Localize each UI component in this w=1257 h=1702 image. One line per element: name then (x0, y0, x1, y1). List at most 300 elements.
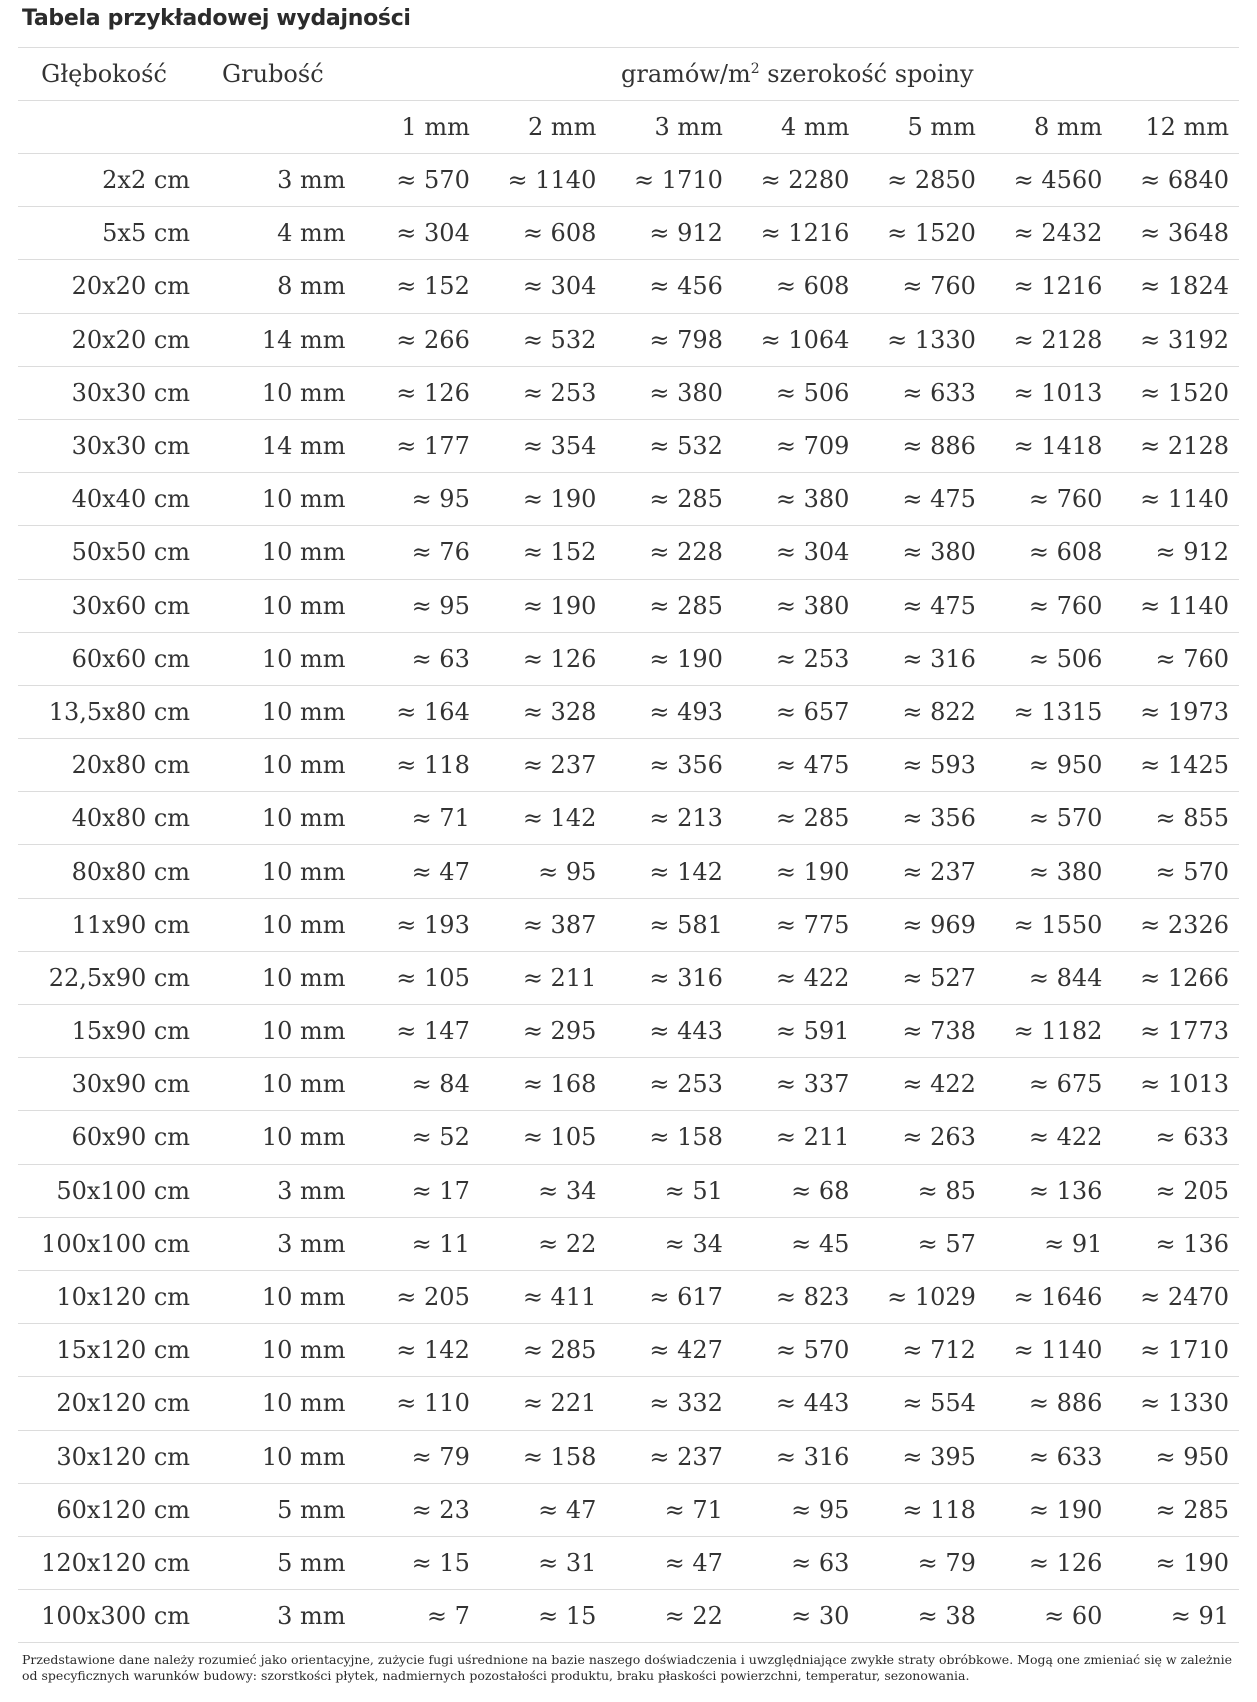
cell-depth: 30x60 cm (18, 579, 200, 632)
table-row (18, 1324, 1239, 1377)
cell-value: ≈ 211 (733, 1111, 860, 1164)
cell-depth: 30x30 cm (18, 419, 200, 472)
cell-value: ≈ 190 (606, 632, 733, 685)
cell-value: ≈ 1824 (1112, 260, 1239, 313)
cell-value: ≈ 775 (733, 898, 860, 951)
cell-value: ≈ 1140 (986, 1324, 1113, 1377)
cell-value: ≈ 1029 (859, 1270, 986, 1323)
cell-value: ≈ 844 (986, 951, 1113, 1004)
table-row (18, 792, 1239, 845)
cell-depth: 40x80 cm (18, 792, 200, 845)
cell-value: ≈ 475 (859, 579, 986, 632)
cell-value: ≈ 506 (986, 632, 1113, 685)
cell-value: ≈ 1266 (1112, 951, 1239, 1004)
cell-value: ≈ 2280 (733, 154, 860, 207)
cell-value: ≈ 228 (606, 526, 733, 579)
cell-depth: 20x20 cm (18, 260, 200, 313)
cell-value: ≈ 68 (733, 1164, 860, 1217)
cell-thickness: 10 mm (200, 1430, 356, 1483)
cell-value: ≈ 47 (480, 1483, 607, 1536)
cell-thickness: 10 mm (200, 1270, 356, 1323)
cell-value: ≈ 95 (356, 473, 480, 526)
cell-thickness: 10 mm (200, 685, 356, 738)
cell-value: ≈ 158 (606, 1111, 733, 1164)
cell-value: ≈ 422 (859, 1058, 986, 1111)
cell-value: ≈ 285 (733, 792, 860, 845)
table-row (18, 366, 1239, 419)
cell-value: ≈ 79 (859, 1536, 986, 1589)
cell-value: ≈ 608 (986, 526, 1113, 579)
cell-value: ≈ 380 (986, 845, 1113, 898)
cell-value: ≈ 304 (356, 207, 480, 260)
cell-value: ≈ 554 (859, 1377, 986, 1430)
cell-value: ≈ 1013 (986, 366, 1113, 419)
cell-value: ≈ 1520 (1112, 366, 1239, 419)
header-width-4: 4 mm (733, 101, 860, 154)
cell-value: ≈ 52 (356, 1111, 480, 1164)
cell-thickness: 10 mm (200, 1058, 356, 1111)
header-width-6: 8 mm (986, 101, 1113, 154)
cell-value: ≈ 142 (480, 792, 607, 845)
cell-value: ≈ 136 (986, 1164, 1113, 1217)
cell-value: ≈ 1013 (1112, 1058, 1239, 1111)
header-width-1: 1 mm (356, 101, 480, 154)
table-subheader-row (18, 101, 1239, 154)
cell-value: ≈ 316 (859, 632, 986, 685)
cell-value: ≈ 47 (356, 845, 480, 898)
cell-thickness: 14 mm (200, 419, 356, 472)
cell-depth: 20x120 cm (18, 1377, 200, 1430)
cell-thickness: 3 mm (200, 1590, 356, 1643)
cell-value: ≈ 316 (606, 951, 733, 1004)
cell-value: ≈ 95 (480, 845, 607, 898)
header-empty-cell (18, 101, 200, 154)
cell-value: ≈ 387 (480, 898, 607, 951)
cell-depth: 20x20 cm (18, 313, 200, 366)
table-row (18, 1590, 1239, 1643)
cell-value: ≈ 30 (733, 1590, 860, 1643)
cell-thickness: 10 mm (200, 473, 356, 526)
cell-value: ≈ 581 (606, 898, 733, 951)
cell-value: ≈ 380 (859, 526, 986, 579)
cell-value: ≈ 152 (480, 526, 607, 579)
cell-value: ≈ 591 (733, 1005, 860, 1058)
cell-value: ≈ 1550 (986, 898, 1113, 951)
cell-value: ≈ 675 (986, 1058, 1113, 1111)
cell-value: ≈ 285 (606, 579, 733, 632)
cell-value: ≈ 237 (480, 739, 607, 792)
cell-value: ≈ 177 (356, 419, 480, 472)
cell-thickness: 10 mm (200, 1005, 356, 1058)
cell-value: ≈ 657 (733, 685, 860, 738)
table-row (18, 845, 1239, 898)
cell-value: ≈ 912 (606, 207, 733, 260)
cell-value: ≈ 221 (480, 1377, 607, 1430)
table-row (18, 1058, 1239, 1111)
cell-depth: 30x90 cm (18, 1058, 200, 1111)
cell-value: ≈ 356 (606, 739, 733, 792)
cell-value: ≈ 1710 (606, 154, 733, 207)
cell-value: ≈ 1140 (1112, 579, 1239, 632)
cell-depth: 15x120 cm (18, 1324, 200, 1377)
cell-depth: 60x90 cm (18, 1111, 200, 1164)
cell-value: ≈ 2470 (1112, 1270, 1239, 1323)
header-group-suffix: szerokość spoiny (759, 60, 974, 88)
cell-value: ≈ 51 (606, 1164, 733, 1217)
cell-value: ≈ 380 (733, 473, 860, 526)
cell-depth: 2x2 cm (18, 154, 200, 207)
cell-value: ≈ 532 (480, 313, 607, 366)
cell-value: ≈ 380 (606, 366, 733, 419)
cell-value: ≈ 709 (733, 419, 860, 472)
cell-value: ≈ 190 (986, 1483, 1113, 1536)
cell-value: ≈ 760 (986, 579, 1113, 632)
cell-thickness: 10 mm (200, 1377, 356, 1430)
cell-value: ≈ 71 (606, 1483, 733, 1536)
table-row (18, 473, 1239, 526)
header-depth: Głębokość (18, 48, 200, 101)
cell-value: ≈ 79 (356, 1430, 480, 1483)
cell-value: ≈ 855 (1112, 792, 1239, 845)
cell-value: ≈ 427 (606, 1324, 733, 1377)
cell-value: ≈ 617 (606, 1270, 733, 1323)
cell-value: ≈ 11 (356, 1217, 480, 1270)
cell-value: ≈ 475 (733, 739, 860, 792)
cell-value: ≈ 76 (356, 526, 480, 579)
cell-value: ≈ 886 (986, 1377, 1113, 1430)
cell-value: ≈ 237 (859, 845, 986, 898)
table-row (18, 898, 1239, 951)
cell-value: ≈ 1315 (986, 685, 1113, 738)
cell-value: ≈ 23 (356, 1483, 480, 1536)
cell-value: ≈ 1330 (859, 313, 986, 366)
cell-value: ≈ 4560 (986, 154, 1113, 207)
cell-value: ≈ 475 (859, 473, 986, 526)
cell-depth: 11x90 cm (18, 898, 200, 951)
cell-value: ≈ 316 (733, 1430, 860, 1483)
cell-depth: 80x80 cm (18, 845, 200, 898)
cell-value: ≈ 950 (1112, 1430, 1239, 1483)
table-row (18, 951, 1239, 1004)
cell-value: ≈ 1064 (733, 313, 860, 366)
cell-value: ≈ 95 (733, 1483, 860, 1536)
cell-value: ≈ 136 (1112, 1217, 1239, 1270)
cell-value: ≈ 211 (480, 951, 607, 1004)
cell-value: ≈ 1425 (1112, 739, 1239, 792)
cell-depth: 100x100 cm (18, 1217, 200, 1270)
cell-value: ≈ 152 (356, 260, 480, 313)
cell-depth: 120x120 cm (18, 1536, 200, 1589)
cell-value: ≈ 1330 (1112, 1377, 1239, 1430)
table-row (18, 1483, 1239, 1536)
header-width-3: 3 mm (606, 101, 733, 154)
cell-value: ≈ 285 (1112, 1483, 1239, 1536)
header-group-prefix: gramów/m (620, 60, 751, 88)
cell-value: ≈ 760 (1112, 632, 1239, 685)
cell-depth: 22,5x90 cm (18, 951, 200, 1004)
cell-value: ≈ 190 (480, 473, 607, 526)
cell-thickness: 10 mm (200, 739, 356, 792)
cell-value: ≈ 2128 (1112, 419, 1239, 472)
cell-value: ≈ 570 (356, 154, 480, 207)
cell-value: ≈ 164 (356, 685, 480, 738)
cell-value: ≈ 2850 (859, 154, 986, 207)
cell-value: ≈ 1973 (1112, 685, 1239, 738)
cell-value: ≈ 950 (986, 739, 1113, 792)
cell-thickness: 10 mm (200, 792, 356, 845)
cell-thickness: 10 mm (200, 632, 356, 685)
cell-depth: 30x30 cm (18, 366, 200, 419)
cell-value: ≈ 337 (733, 1058, 860, 1111)
cell-value: ≈ 3648 (1112, 207, 1239, 260)
cell-value: ≈ 356 (859, 792, 986, 845)
cell-depth: 15x90 cm (18, 1005, 200, 1058)
table-row (18, 207, 1239, 260)
table-row (18, 685, 1239, 738)
cell-value: ≈ 760 (859, 260, 986, 313)
cell-value: ≈ 285 (606, 473, 733, 526)
cell-value: ≈ 34 (480, 1164, 607, 1217)
cell-value: ≈ 570 (1112, 845, 1239, 898)
cell-value: ≈ 760 (986, 473, 1113, 526)
cell-thickness: 4 mm (200, 207, 356, 260)
cell-value: ≈ 593 (859, 739, 986, 792)
header-width-7: 12 mm (1112, 101, 1239, 154)
cell-value: ≈ 253 (480, 366, 607, 419)
cell-value: ≈ 168 (480, 1058, 607, 1111)
cell-value: ≈ 105 (356, 951, 480, 1004)
cell-value: ≈ 1520 (859, 207, 986, 260)
cell-value: ≈ 332 (606, 1377, 733, 1430)
cell-value: ≈ 886 (859, 419, 986, 472)
cell-value: ≈ 38 (859, 1590, 986, 1643)
table-row (18, 739, 1239, 792)
table-body (18, 154, 1239, 1643)
cell-value: ≈ 570 (733, 1324, 860, 1377)
cell-value: ≈ 395 (859, 1430, 986, 1483)
cell-value: ≈ 237 (606, 1430, 733, 1483)
cell-value: ≈ 110 (356, 1377, 480, 1430)
cell-value: ≈ 570 (986, 792, 1113, 845)
table-row (18, 1430, 1239, 1483)
cell-value: ≈ 91 (1112, 1590, 1239, 1643)
cell-thickness: 8 mm (200, 260, 356, 313)
cell-thickness: 10 mm (200, 1324, 356, 1377)
header-joint-width-group (356, 48, 1239, 101)
cell-value: ≈ 304 (733, 526, 860, 579)
cell-value: ≈ 295 (480, 1005, 607, 1058)
cell-value: ≈ 1216 (986, 260, 1113, 313)
cell-value: ≈ 126 (356, 366, 480, 419)
cell-depth: 60x60 cm (18, 632, 200, 685)
header-group-sup: 2 (750, 61, 760, 77)
cell-value: ≈ 63 (356, 632, 480, 685)
cell-value: ≈ 822 (859, 685, 986, 738)
cell-value: ≈ 47 (606, 1536, 733, 1589)
cell-value: ≈ 493 (606, 685, 733, 738)
cell-value: ≈ 266 (356, 313, 480, 366)
cell-value: ≈ 633 (1112, 1111, 1239, 1164)
cell-value: ≈ 422 (986, 1111, 1113, 1164)
cell-thickness: 10 mm (200, 526, 356, 579)
cell-value: ≈ 190 (1112, 1536, 1239, 1589)
cell-value: ≈ 527 (859, 951, 986, 1004)
cell-value: ≈ 328 (480, 685, 607, 738)
cell-thickness: 3 mm (200, 154, 356, 207)
cell-value: ≈ 380 (733, 579, 860, 632)
header-width-2: 2 mm (480, 101, 607, 154)
cell-thickness: 10 mm (200, 951, 356, 1004)
cell-value: ≈ 205 (1112, 1164, 1239, 1217)
table-row (18, 1005, 1239, 1058)
cell-value: ≈ 411 (480, 1270, 607, 1323)
cell-value: ≈ 969 (859, 898, 986, 951)
cell-value: ≈ 912 (1112, 526, 1239, 579)
cell-value: ≈ 738 (859, 1005, 986, 1058)
table-row (18, 1217, 1239, 1270)
cell-value: ≈ 506 (733, 366, 860, 419)
cell-thickness: 3 mm (200, 1164, 356, 1217)
cell-thickness: 10 mm (200, 366, 356, 419)
table-row (18, 579, 1239, 632)
footnote: Przedstawione dane należy rozumieć jako orientacyjne, zużycie fugi uśrednione na bazie naszego doświadczenia i uwzględniające zwykłe straty obróbkowe. Mogą one zmieniać się w zależnie od specyficznych warunków budowy: szorstkości płytek, nadmiernych pozostałości produktu, braku płaskości powierzchni, temperatur, sezonowania. (22, 1652, 1233, 1683)
cell-value: ≈ 71 (356, 792, 480, 845)
cell-value: ≈ 57 (859, 1217, 986, 1270)
cell-value: ≈ 126 (986, 1536, 1113, 1589)
cell-value: ≈ 84 (356, 1058, 480, 1111)
cell-depth: 10x120 cm (18, 1270, 200, 1323)
cell-value: ≈ 95 (356, 579, 480, 632)
cell-depth: 50x100 cm (18, 1164, 200, 1217)
cell-value: ≈ 22 (606, 1590, 733, 1643)
table-row (18, 313, 1239, 366)
cell-thickness: 10 mm (200, 898, 356, 951)
cell-value: ≈ 1140 (480, 154, 607, 207)
cell-value: ≈ 608 (480, 207, 607, 260)
cell-value: ≈ 17 (356, 1164, 480, 1217)
table-row (18, 1270, 1239, 1323)
table-row (18, 526, 1239, 579)
cell-value: ≈ 45 (733, 1217, 860, 1270)
cell-value: ≈ 6840 (1112, 154, 1239, 207)
cell-thickness: 10 mm (200, 845, 356, 898)
cell-value: ≈ 2432 (986, 207, 1113, 260)
cell-value: ≈ 126 (480, 632, 607, 685)
cell-value: ≈ 193 (356, 898, 480, 951)
cell-value: ≈ 105 (480, 1111, 607, 1164)
cell-depth: 30x120 cm (18, 1430, 200, 1483)
cell-value: ≈ 22 (480, 1217, 607, 1270)
cell-value: ≈ 1140 (1112, 473, 1239, 526)
cell-value: ≈ 2326 (1112, 898, 1239, 951)
cell-value: ≈ 253 (606, 1058, 733, 1111)
cell-value: ≈ 91 (986, 1217, 1113, 1270)
header-width-5: 5 mm (859, 101, 986, 154)
cell-depth: 13,5x80 cm (18, 685, 200, 738)
cell-value: ≈ 2128 (986, 313, 1113, 366)
cell-value: ≈ 1773 (1112, 1005, 1239, 1058)
cell-value: ≈ 7 (356, 1590, 480, 1643)
table-row (18, 632, 1239, 685)
cell-thickness: 3 mm (200, 1217, 356, 1270)
cell-value: ≈ 443 (733, 1377, 860, 1430)
cell-value: ≈ 213 (606, 792, 733, 845)
cell-value: ≈ 456 (606, 260, 733, 313)
cell-value: ≈ 142 (356, 1324, 480, 1377)
header-thickness: Grubość (200, 48, 356, 101)
cell-value: ≈ 304 (480, 260, 607, 313)
cell-value: ≈ 15 (480, 1590, 607, 1643)
cell-value: ≈ 147 (356, 1005, 480, 1058)
cell-depth: 50x50 cm (18, 526, 200, 579)
cell-depth: 100x300 cm (18, 1590, 200, 1643)
cell-value: ≈ 34 (606, 1217, 733, 1270)
cell-value: ≈ 253 (733, 632, 860, 685)
cell-depth: 5x5 cm (18, 207, 200, 260)
cell-value: ≈ 1216 (733, 207, 860, 260)
cell-value: ≈ 60 (986, 1590, 1113, 1643)
cell-value: ≈ 608 (733, 260, 860, 313)
cell-thickness: 5 mm (200, 1483, 356, 1536)
cell-depth: 40x40 cm (18, 473, 200, 526)
cell-value: ≈ 118 (356, 739, 480, 792)
cell-thickness: 10 mm (200, 1111, 356, 1164)
cell-value: ≈ 285 (480, 1324, 607, 1377)
cell-value: ≈ 1646 (986, 1270, 1113, 1323)
cell-value: ≈ 798 (606, 313, 733, 366)
cell-value: ≈ 118 (859, 1483, 986, 1536)
table-row (18, 154, 1239, 207)
cell-value: ≈ 354 (480, 419, 607, 472)
cell-value: ≈ 422 (733, 951, 860, 1004)
table-row (18, 260, 1239, 313)
table-row (18, 1377, 1239, 1430)
cell-thickness: 14 mm (200, 313, 356, 366)
cell-thickness: 10 mm (200, 579, 356, 632)
cell-value: ≈ 633 (859, 366, 986, 419)
cell-value: ≈ 263 (859, 1111, 986, 1164)
cell-value: ≈ 158 (480, 1430, 607, 1483)
cell-value: ≈ 1710 (1112, 1324, 1239, 1377)
yield-table (18, 47, 1239, 1643)
table-row (18, 1536, 1239, 1589)
table-row (18, 419, 1239, 472)
cell-value: ≈ 142 (606, 845, 733, 898)
table-header-row (18, 48, 1239, 101)
cell-value: ≈ 443 (606, 1005, 733, 1058)
cell-value: ≈ 15 (356, 1536, 480, 1589)
cell-value: ≈ 190 (733, 845, 860, 898)
cell-value: ≈ 1182 (986, 1005, 1113, 1058)
cell-value: ≈ 85 (859, 1164, 986, 1217)
cell-thickness: 5 mm (200, 1536, 356, 1589)
cell-value: ≈ 712 (859, 1324, 986, 1377)
cell-value: ≈ 532 (606, 419, 733, 472)
cell-depth: 20x80 cm (18, 739, 200, 792)
cell-value: ≈ 633 (986, 1430, 1113, 1483)
cell-value: ≈ 63 (733, 1536, 860, 1589)
cell-depth: 60x120 cm (18, 1483, 200, 1536)
cell-value: ≈ 823 (733, 1270, 860, 1323)
cell-value: ≈ 31 (480, 1536, 607, 1589)
header-empty-cell (200, 101, 356, 154)
cell-value: ≈ 1418 (986, 419, 1113, 472)
cell-value: ≈ 190 (480, 579, 607, 632)
cell-value: ≈ 3192 (1112, 313, 1239, 366)
table-row (18, 1111, 1239, 1164)
table-row (18, 1164, 1239, 1217)
page-title: Tabela przykładowej wydajności (22, 6, 411, 31)
